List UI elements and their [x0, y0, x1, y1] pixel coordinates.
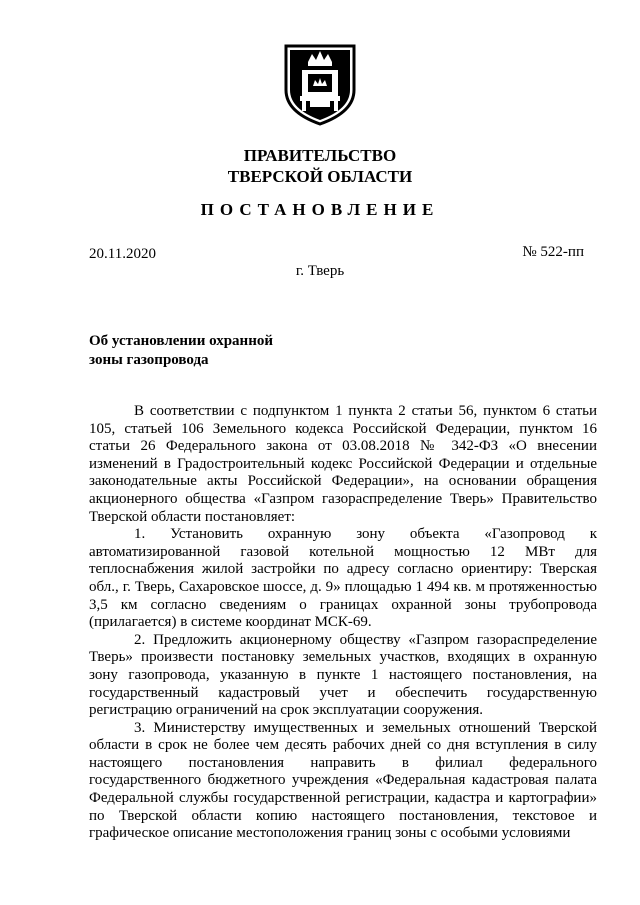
body-paragraph-item-1: 1. Установить охранную зону объекта «Газопровод к автоматизированной газовой котельной мощностью 12 МВт для теплоснабжения жилой застройки по адресу согласно ориентиру: Тверская обл., г. Тверь, Сахаровское шоссе, д. 9» площадью 1 494 кв. м протяженностью 3,5 км согласно сведениям о границах охранной зоны трубопровода (прилагается) в системе координат МСК-69.	[89, 526, 597, 631]
body-paragraph-preamble: В соответствии с подпунктом 1 пункта 2 статьи 56, пунктом 6 статьи 105, статьей 106 Земельного кодекса Российской Федерации, пунктом 16 статьи 26 Федерального закона от 03.08.2018 № 342-ФЗ «О внесении изменений в Градостроительный кодекс Российской Федерации и отдельные законодательные акты Российской Федерации», на основании обращения акционерного общества «Газпром газораспределение Тверь» Правительство Тверской области постановляет:	[89, 403, 597, 525]
subject-line2: зоны газопровода	[89, 352, 209, 368]
document-number: № 522-пп	[522, 244, 584, 260]
government-name-line2: ТВЕРСКОЙ ОБЛАСТИ	[227, 167, 413, 186]
subject-line1: Об установлении охранной	[89, 333, 273, 349]
document-city: г. Тверь	[295, 263, 345, 279]
body-paragraph-item-3: 3. Министерству имущественных и земельных отношений Тверской области в срок не более чем десять рабочих дней со дня вступления в силу настоящего постановления направить в филиал федерального государственного бюджетного учреждения «Федеральная кадастровая палата Федеральной службы государственной регистрации, кадастра и картографии» по Тверской области копию настоящего постановления, текстовое и графическое описание местоположения границ зоны с особыми условиями	[89, 719, 597, 842]
document-date: 20.11.2020	[89, 246, 156, 262]
government-name-line1: ПРАВИТЕЛЬСТВО	[243, 146, 397, 165]
tver-coat-of-arms-emblem	[282, 40, 358, 126]
document-subject	[89, 332, 273, 370]
document-type: ПОСТАНОВЛЕНИЕ	[200, 200, 440, 219]
body-paragraph-item-2: 2. Предложить акционерному обществу «Газпром газораспределение Тверь» произвести постановку земельных участков, входящих в охранную зону газопровода, указанную в пункте 1 настоящего постановления, на государственный кадастровый учет и обеспечить государственную регистрацию ограничений на срок эксплуатации сооружения.	[89, 631, 597, 719]
document-body	[89, 403, 597, 843]
